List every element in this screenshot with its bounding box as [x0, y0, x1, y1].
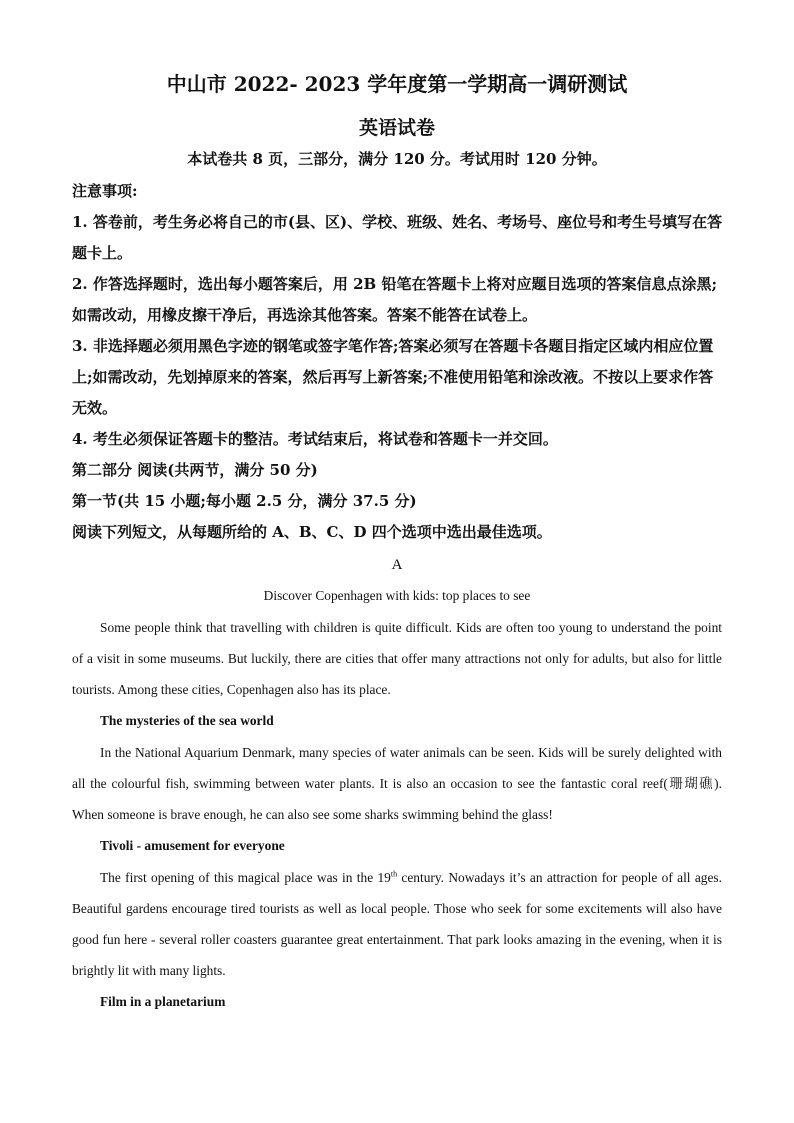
- passage-para-aquarium: [72, 737, 722, 830]
- section-instruction: 阅读下列短文，从每题所给的 A、B、C、D 四个选项中选出最佳选项。: [72, 523, 552, 541]
- heading-sea-world: The mysteries of the sea world: [100, 713, 274, 728]
- exam-title: 中山市 2022- 2023 学年度第一学期高一调研测试: [166, 72, 628, 96]
- passage-intro: [72, 612, 722, 705]
- passage-intro-text: Some people think that travelling with children is quite difficult. Kids are often too young to understand the point of a visit in some museums. But luckily, there are cities that offer many attractions not only for adults, but also for little tourists. Among these cities, Copenhagen also has its place.: [72, 620, 722, 697]
- section-subsection: 第一节(共 15 小题;每小题 2.5 分，满分 37.5 分): [72, 492, 417, 510]
- notes-item-2: 2. 作答选择题时，选出每小题答案后，用 2B 铅笔在答题卡上将对应题目选项的答案信息点涂黑;如需改动，用橡皮擦干净后，再选涂其他答案。答案不能答在试卷上。: [72, 275, 717, 324]
- notes-item-4: 4. 考生必须保证答题卡的整洁。考试结束后，将试卷和答题卡一并交回。: [72, 430, 558, 448]
- para-tivoli-part1: The first opening of this magical place was in the 19: [100, 870, 391, 885]
- notes-item-1: 1. 答卷前，考生务必将自己的市(县、区)、学校、班级、姓名、考场号、座位号和考生号填写在答题卡上。: [72, 213, 723, 262]
- notes-label: 注意事项:: [72, 182, 138, 200]
- para-tivoli-text: [72, 862, 722, 986]
- heading-tivoli: Tivoli - amusement for everyone: [100, 838, 285, 853]
- exam-info: 本试卷共 8 页，三部分，满分 120 分。考试用时 120 分钟。: [187, 150, 607, 168]
- heading-planetarium: Film in a planetarium: [100, 994, 226, 1009]
- notes-item-3: 3. 非选择题必须用黑色字迹的钢笔或签字笔作答;答案必须写在答题卡各题目指定区域内相应位置上;如需改动，先划掉原来的答案，然后再写上新答案;不准使用铅笔和涂改液。不按以上要求作答无效。: [72, 337, 714, 417]
- passage-label: A: [391, 557, 403, 573]
- exam-subtitle: 英语试卷: [358, 117, 435, 139]
- passage-title: Discover Copenhagen with kids: top places to see: [263, 588, 531, 603]
- para-tivoli-part2: century. Nowadays it’s an attraction for people of all ages. Beautiful gardens encourage tired tourists as well as local people. Those who seek for some excitements will also have good fun here - several roller coasters guarantee great entertainment. That park looks amazing in the evening, when it is brightly lit with many lights.: [72, 870, 722, 978]
- passage-para-tivoli: [72, 862, 722, 986]
- section-part: 第二部分 阅读(共两节，满分 50 分): [72, 461, 318, 479]
- para-tivoli-sup: th: [390, 869, 398, 879]
- para-aquarium-text: In the National Aquarium Denmark, many species of water animals can be seen. Kids will be surely delighted with all the colourful fish, swimming between water plants. It is also an occasion to see the fantastic coral reef(珊瑚礁). When someone is brave enough, he can also see some sharks swimming behind the glass!: [72, 745, 722, 822]
